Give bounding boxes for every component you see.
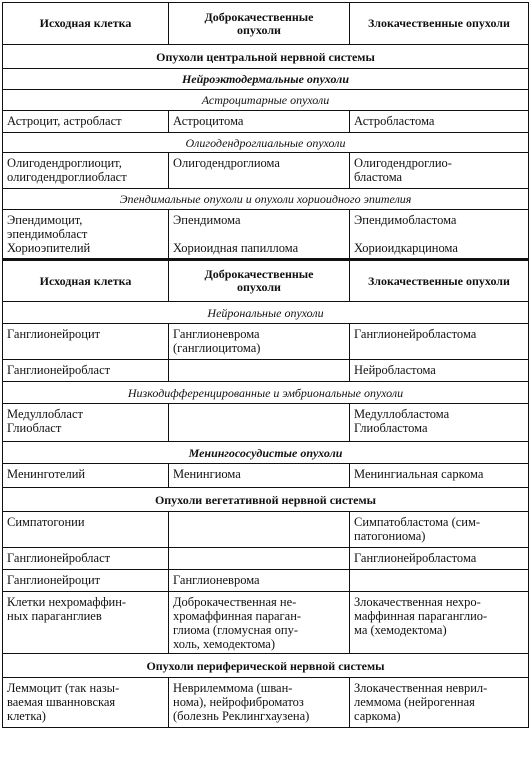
- header-benign-line: опухоли: [237, 281, 281, 294]
- benign-tumor: [169, 592, 350, 654]
- benign-tumor: [169, 153, 350, 189]
- malignant-tumor: [350, 512, 529, 548]
- benign-tumor: [169, 678, 350, 728]
- table-row: [3, 592, 529, 654]
- cell-text-line: Симпатобластома (сим-: [354, 515, 481, 529]
- table-row: [3, 512, 529, 548]
- subsection-row: [3, 69, 529, 90]
- table-row: [3, 210, 529, 260]
- table-row: [3, 464, 529, 488]
- cell-text-line: Ганглионейробластома: [354, 327, 477, 341]
- cell-text-line: Эпендимобластома: [354, 213, 457, 227]
- header-benign: [169, 3, 350, 45]
- cell-text-line: Хориоидная папиллома: [173, 241, 299, 255]
- source-cell: [3, 464, 169, 488]
- cell-text-line: клетка): [7, 709, 46, 723]
- section-row: [3, 654, 529, 678]
- cell-text-line: (ганглиоцитома): [173, 341, 261, 355]
- section-row: [3, 488, 529, 512]
- cell-text-line: маффинная параганглио-: [354, 609, 488, 623]
- cell-text-line: Эпендимома: [173, 213, 241, 227]
- section-vegetative: Опухоли вегетативной нервной системы: [3, 488, 529, 512]
- cell-text-line: Нейробластома: [354, 363, 436, 377]
- benign-tumor: [169, 360, 350, 382]
- cell-text-line: Медуллобласт: [7, 407, 83, 421]
- subsection-row: [3, 90, 529, 111]
- table-row: [3, 678, 529, 728]
- malignant-tumor: [350, 210, 529, 260]
- benign-tumor: [169, 548, 350, 570]
- source-cell: [3, 548, 169, 570]
- malignant-tumor: [350, 111, 529, 133]
- cell-text-line: Хориоидкарцинома: [354, 241, 458, 255]
- header-benign-line: опухоли: [237, 23, 281, 37]
- source-cell: [3, 512, 169, 548]
- cell-text-line: патогониома): [354, 529, 426, 543]
- cell-text-line: глиома (гломусная опу-: [173, 623, 299, 637]
- subsection-ependymal: Эпендимальные опухоли и опухоли хориоидного эпителия: [3, 189, 529, 210]
- malignant-tumor: [350, 548, 529, 570]
- benign-tumor: [169, 111, 350, 133]
- table-row: [3, 324, 529, 360]
- section-cns: Опухоли центральной нервной системы: [3, 45, 529, 69]
- cell-text-line: Астроцитома: [173, 114, 244, 128]
- table-row: [3, 548, 529, 570]
- source-cell: [3, 324, 169, 360]
- subsection-neuronal: Нейрональные опухоли: [3, 302, 529, 324]
- cell-text-line: Олигодендроглиоцит,: [7, 156, 122, 170]
- subsection-neuroectodermal: Нейроэктодермальные опухоли: [3, 69, 529, 90]
- cell-text-line: Эпендимоцит,: [7, 213, 83, 227]
- cell-text-line: Доброкачественная не-: [173, 595, 297, 609]
- cell-text-line: Медуллобластома: [354, 407, 450, 421]
- cell-text-line: [173, 227, 345, 241]
- cell-text-line: Менинготелий: [7, 467, 86, 481]
- benign-tumor: [169, 404, 350, 442]
- cell-text-line: Злокачественная нехро-: [354, 595, 481, 609]
- header-benign-line: Доброкачественные: [204, 268, 314, 281]
- subsection-meningovascular: Менингососудистые опухоли: [3, 442, 529, 464]
- source-cell: [3, 404, 169, 442]
- source-cell: [3, 570, 169, 592]
- section-peripheral: Опухоли периферической нервной системы: [3, 654, 529, 678]
- source-cell: [3, 153, 169, 189]
- tumor-classification-table: [2, 2, 529, 728]
- cell-text-line: Неврилеммома (шван-: [173, 681, 293, 695]
- table-row: [3, 360, 529, 382]
- cell-text-line: леммома (нейрогенная: [354, 695, 475, 709]
- cell-text-line: бластома: [354, 170, 403, 184]
- header-benign-line: Доброкачественные: [204, 10, 314, 24]
- benign-tumor: [169, 210, 350, 260]
- cell-text-line: Ганглионейробласт: [7, 551, 111, 565]
- cell-text-line: нома), нейрофиброматоз: [173, 695, 304, 709]
- source-cell: [3, 678, 169, 728]
- subsection-row: [3, 442, 529, 464]
- benign-tumor: [169, 512, 350, 548]
- cell-text-line: Олигодендроглио-: [354, 156, 452, 170]
- cell-text-line: Глиобласт: [7, 421, 62, 435]
- malignant-tumor: [350, 592, 529, 654]
- cell-text-line: Ганглионейроцит: [7, 327, 101, 341]
- subsection-row: [3, 382, 529, 404]
- table-row: [3, 404, 529, 442]
- cell-text-line: Менингиома: [173, 467, 241, 481]
- cell-text-line: холь, хемодектома): [173, 637, 275, 651]
- header-source-cell: Исходная клетка: [3, 3, 169, 45]
- cell-text-line: Астробластома: [354, 114, 435, 128]
- cell-text-line: ных параганглиев: [7, 609, 102, 623]
- malignant-tumor: [350, 404, 529, 442]
- malignant-tumor: [350, 153, 529, 189]
- cell-text-line: хромаффинная параган-: [173, 609, 302, 623]
- malignant-tumor: [350, 464, 529, 488]
- subsection-oligodendroglial: Олигодендроглиальные опухоли: [3, 133, 529, 153]
- section-row: [3, 45, 529, 69]
- benign-tumor: [169, 324, 350, 360]
- cell-text-line: Злокачественная неврил-: [354, 681, 488, 695]
- cell-text-line: Ганглионейробласт: [7, 363, 111, 377]
- benign-tumor: [169, 570, 350, 592]
- cell-text-line: ма (хемодектома): [354, 623, 447, 637]
- malignant-tumor: [350, 570, 529, 592]
- subsection-low-differentiated: Низкодифференцированные и эмбриональные опухоли: [3, 382, 529, 404]
- source-cell: [3, 111, 169, 133]
- cell-text-line: олигодендроглиобласт: [7, 170, 127, 184]
- source-cell: [3, 210, 169, 260]
- header-malignant: Злокачественные опухоли: [350, 3, 529, 45]
- cell-text-line: (болезнь Реклингхаузена): [173, 709, 310, 723]
- cell-text-line: эпендимобласт: [7, 227, 88, 241]
- cell-text-line: Ганглионейробластома: [354, 551, 477, 565]
- cell-text-line: Ганглионейроцит: [7, 573, 101, 587]
- cell-text-line: саркома): [354, 709, 401, 723]
- header-malignant: Злокачественные опухоли: [350, 260, 529, 302]
- malignant-tumor: [350, 324, 529, 360]
- cell-text-line: Менингиальная саркома: [354, 467, 484, 481]
- subsection-row: [3, 133, 529, 153]
- cell-text-line: Клетки нехромаффин-: [7, 595, 127, 609]
- cell-text-line: [354, 227, 524, 241]
- header-source-cell: Исходная клетка: [3, 260, 169, 302]
- cell-text-line: Симпатогонии: [7, 515, 85, 529]
- malignant-tumor: [350, 678, 529, 728]
- cell-text-line: Ганглионеврома: [173, 327, 260, 341]
- source-cell: [3, 360, 169, 382]
- table-header-row: [3, 3, 529, 45]
- cell-text-line: Олигодендроглиома: [173, 156, 280, 170]
- benign-tumor: [169, 464, 350, 488]
- source-cell: [3, 592, 169, 654]
- table-row: [3, 111, 529, 133]
- subsection-astrocytic: Астроцитарные опухоли: [3, 90, 529, 111]
- malignant-tumor: [350, 360, 529, 382]
- cell-text-line: Хориоэпителий: [7, 241, 91, 255]
- cell-text-line: Астроцит, астробласт: [7, 114, 122, 128]
- cell-text-line: Леммоцит (так назы-: [7, 681, 120, 695]
- tumor-classification-document: [2, 2, 528, 770]
- subsection-row: [3, 189, 529, 210]
- cell-text-line: ваемая шванновская: [7, 695, 116, 709]
- table-row: [3, 570, 529, 592]
- cell-text-line: Глиобластома: [354, 421, 428, 435]
- table-row: [3, 153, 529, 189]
- table-header-row: [3, 260, 529, 302]
- cell-text-line: Ганглионеврома: [173, 573, 260, 587]
- header-benign: [169, 260, 350, 302]
- subsection-row: [3, 302, 529, 324]
